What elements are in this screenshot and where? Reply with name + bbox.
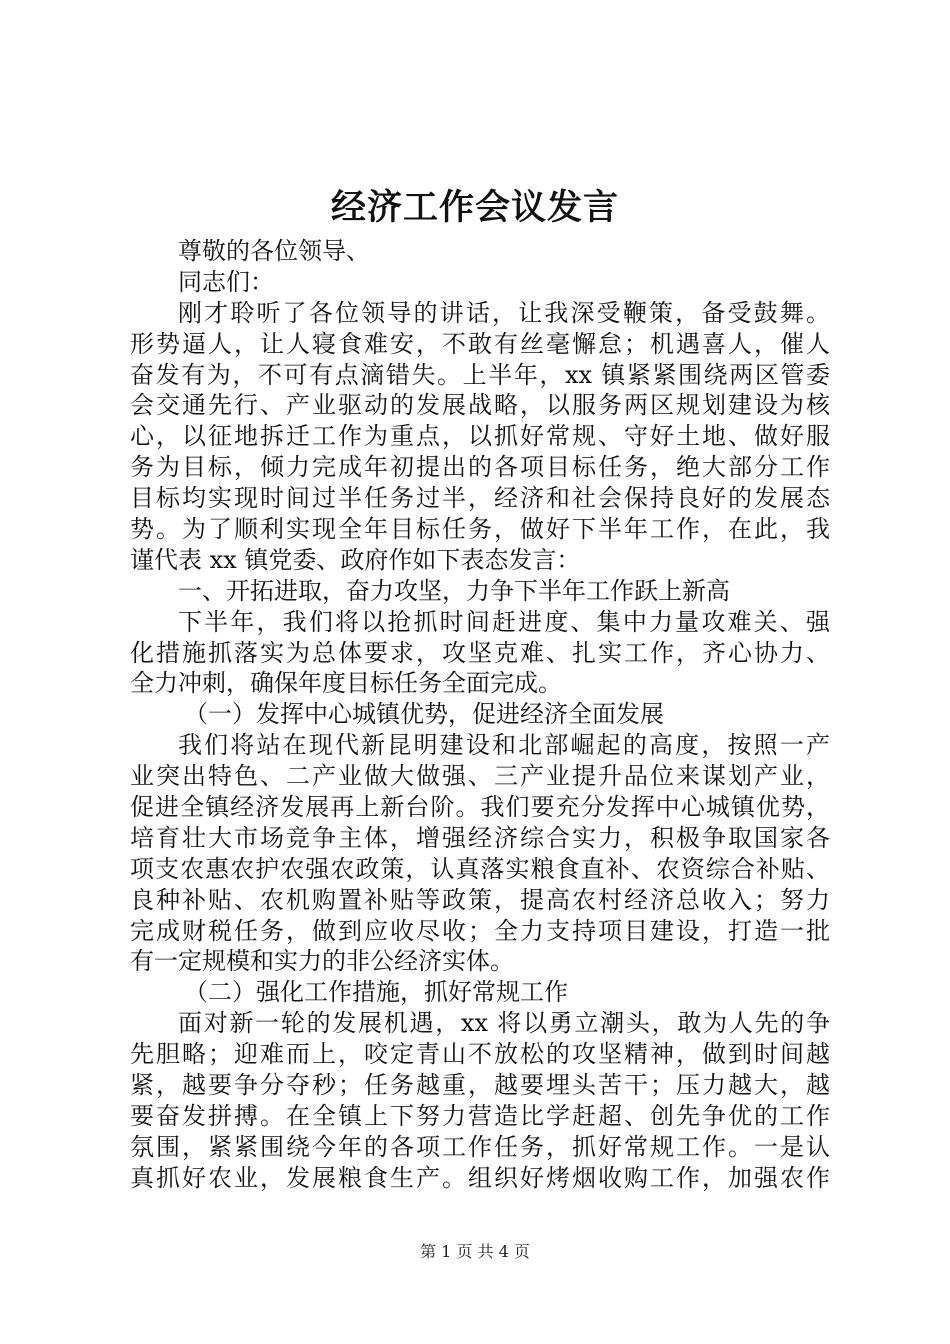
paragraph-line: 要奋发拼搏。在全镇上下努力营造比学赶超、创先争优的工作	[130, 1101, 830, 1130]
paragraph-line: 氛围，紧紧围绕今年的各项工作任务，抓好常规工作。一是认	[130, 1132, 830, 1161]
paragraph-line: 尊敬的各位领导、	[178, 237, 370, 265]
paragraph-line: 紧，越要争分夺秒；任务越重，越要埋头苦干；压力越大，越	[130, 1071, 830, 1100]
paragraph-line: 化措施抓落实为总体要求，攻坚克难、扎实工作，齐心协力、	[130, 638, 830, 667]
paragraph-line: 一、开拓进取，奋力攻坚，力争下半年工作跃上新高	[178, 576, 730, 605]
paragraph-line: 促进全镇经济发展再上新台阶。我们要充分发挥中心城镇优势，	[130, 793, 830, 822]
paragraph-line: 势。为了顺利实现全年目标任务，做好下半年工作，在此，我	[130, 515, 830, 544]
paragraph-line: 业突出特色、二产业做大做强、三产业提升品位来谋划产业，	[130, 762, 830, 791]
paragraph-line: 有一定规模和实力的非公经济实体。	[130, 947, 514, 976]
page-footer: 第 1 页 共 4 页	[420, 1242, 530, 1261]
paragraph-line: 务为目标，倾力完成年初提出的各项目标任务，绝大部分工作	[130, 453, 830, 482]
page-title: 经济工作会议发言	[330, 187, 619, 228]
paragraph-line: 心，以征地拆迁工作为重点，以抓好常规、守好土地、做好服	[130, 422, 830, 451]
paragraph-line: 我们将站在现代新昆明建设和北部崛起的高度，按照一产	[178, 731, 830, 760]
paragraph-line: （一）发挥中心城镇优势，促进经济全面发展	[184, 700, 664, 729]
paragraph-line: 项支农惠农护农强农政策，认真落实粮食直补、农资综合补贴、	[130, 854, 830, 883]
paragraph-line: 谨代表 xx 镇党委、政府作如下表态发言：	[130, 545, 581, 574]
paragraph-line: 良种补贴、农机购置补贴等政策，提高农村经济总收入；努力	[130, 885, 830, 914]
paragraph-line: 形势逼人，让人寝食难安，不敢有丝毫懈怠；机遇喜人，催人	[130, 329, 830, 358]
paragraph-line: 先胆略；迎难而上，咬定青山不放松的攻坚精神，做到时间越	[130, 1040, 830, 1069]
document-body	[130, 236, 830, 1194]
paragraph-line: 真抓好农业，发展粮食生产。组织好烤烟收购工作，加强农作	[130, 1163, 830, 1192]
paragraph-line: （二）强化工作措施，抓好常规工作	[184, 978, 568, 1007]
paragraph-line: 全力冲刺，确保年度目标任务全面完成。	[130, 669, 562, 698]
paragraph-line: 会交通先行、产业驱动的发展战略，以服务两区规划建设为核	[130, 391, 830, 420]
paragraph-line: 目标均实现时间过半任务过半，经济和社会保持良好的发展态	[130, 484, 830, 513]
paragraph-line: 刚才聆听了各位领导的讲话，让我深受鞭策，备受鼓舞。	[178, 298, 830, 327]
paragraph-line: 同志们：	[178, 267, 274, 296]
paragraph-line: 面对新一轮的发展机遇，xx 将以勇立潮头，敢为人先的争	[178, 1009, 830, 1038]
paragraph-line: 培育壮大市场竞争主体，增强经济综合实力，积极争取国家各	[130, 823, 830, 852]
paragraph-line: 奋发有为，不可有点滴错失。上半年，xx 镇紧紧围绕两区管委	[130, 360, 830, 389]
paragraph-line: 完成财税任务，做到应收尽收；全力支持项目建设，打造一批	[130, 916, 830, 945]
paragraph-line: 下半年，我们将以抢抓时间赶进度、集中力量攻难关、强	[178, 607, 830, 636]
